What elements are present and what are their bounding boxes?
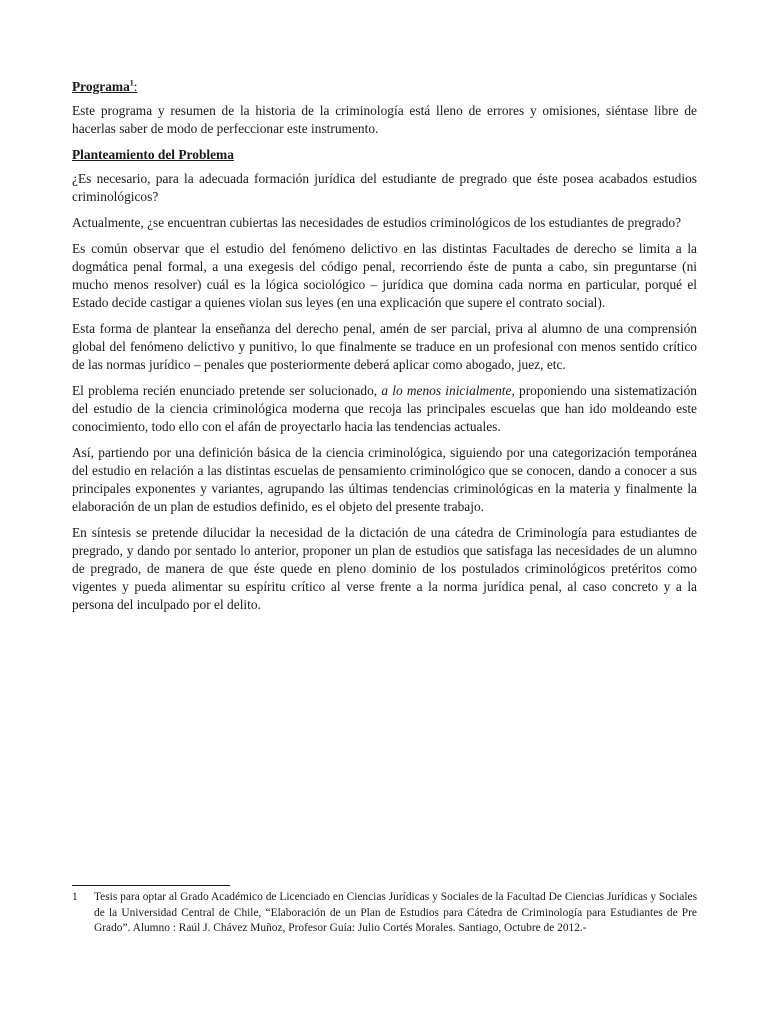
paragraph-5-end: , proponiendo una sistematización del estudio de la ciencia criminológica moderna que recoja las principales escuelas que han ido moldeando este conocimiento, todo ello con el afán de proyectarlo hacia las tendencias actuales. [72, 383, 697, 434]
program-heading [72, 78, 697, 96]
problem-heading: Planteamiento del Problema [72, 147, 234, 162]
paragraph-6: Así, partiendo por una definición básica de la ciencia criminológica, siguiendo por una categorización temporánea del estudio en relación a las distintas escuelas de pensamiento criminológico que se conocen, dando a conocer a sus principales exponentes y variantes, agrupando las últimas tendencias criminológicas en la materia y finalmente la elaboración de un plan de estudios definido, es el objeto del presente trabajo. [72, 445, 697, 514]
paragraph-7: En síntesis se pretende dilucidar la necesidad de la dictación de una cátedra de Criminología para estudiantes de pregrado, y dando por sentado lo anterior, proponer un plan de estudios que satisfaga las necesidades de un alumno de pregrado, de manera de que éste quede en pleno dominio de los postulados criminológicos pretéritos como vigentes y pueda alimentar su espíritu crítico al verse frente a la norma jurídica penal, al caso concreto y a la persona del inculpado por el delito. [72, 525, 697, 612]
footnote-number: 1 [72, 891, 78, 903]
footnote [72, 890, 697, 937]
paragraph-5-italic: a lo menos inicialmente [381, 383, 512, 398]
program-heading-colon: : [133, 79, 138, 94]
paragraph-2: Actualmente, ¿se encuentran cubiertas las necesidades de estudios criminológicos de los estudiantes de pregrado? [72, 215, 682, 230]
paragraph-5 [72, 382, 697, 436]
program-paragraph: Este programa y resumen de la historia de la criminología está lleno de errores y omisiones, siéntase libre de hacerlas saber de modo de perfeccionar este instrumento. [72, 103, 697, 136]
paragraph-5-start: El problema recién enunciado pretende ser solucionado, [72, 383, 382, 398]
paragraph-4: Esta forma de plantear la enseñanza del derecho penal, amén de ser parcial, priva al alumno de una comprensión global del fenómeno delictivo y punitivo, lo que finalmente se traduce en un profesional con menos sentido crítico de las normas jurídico – penales que posteriormente deberá aplicar como abogado, juez, etc. [72, 321, 697, 372]
footnote-separator [72, 885, 230, 886]
footnote-reference[interactable]: 1 [129, 78, 134, 88]
paragraph-3: Es común observar que el estudio del fenómeno delictivo en las distintas Facultades de derecho se limita a la dogmática penal formal, a una exegesis del código penal, recorriendo éste de punta a cabo, sin preguntarse (ni mucho menos resolver) cuál es la lógica sociológico – jurídica que domina cada norma en particular, porqué el Estado decide castigar a quienes violan sus leyes (en una explicación que supere el contrato social). [72, 241, 697, 310]
paragraph-1: ¿Es necesario, para la adecuada formación jurídica del estudiante de pregrado que éste posea acabados estudios criminológicos? [72, 171, 697, 204]
document-body [72, 78, 697, 622]
program-heading-text: Programa [72, 79, 130, 94]
footnote-text: Tesis para optar al Grado Académico de Licenciado en Ciencias Jurídicas y Sociales de la Facultad De Ciencias Jurídicas y Sociales de la Universidad Central de Chile, “Elaboración de un Plan de Estudios para Cátedra de Criminología para Estudiantes de Pre Grado”. Alumno : Raúl J. Chávez Muñoz, Profesor Guía: Julio Cortés Morales. Santiago, Octubre de 2012.- [94, 891, 697, 934]
